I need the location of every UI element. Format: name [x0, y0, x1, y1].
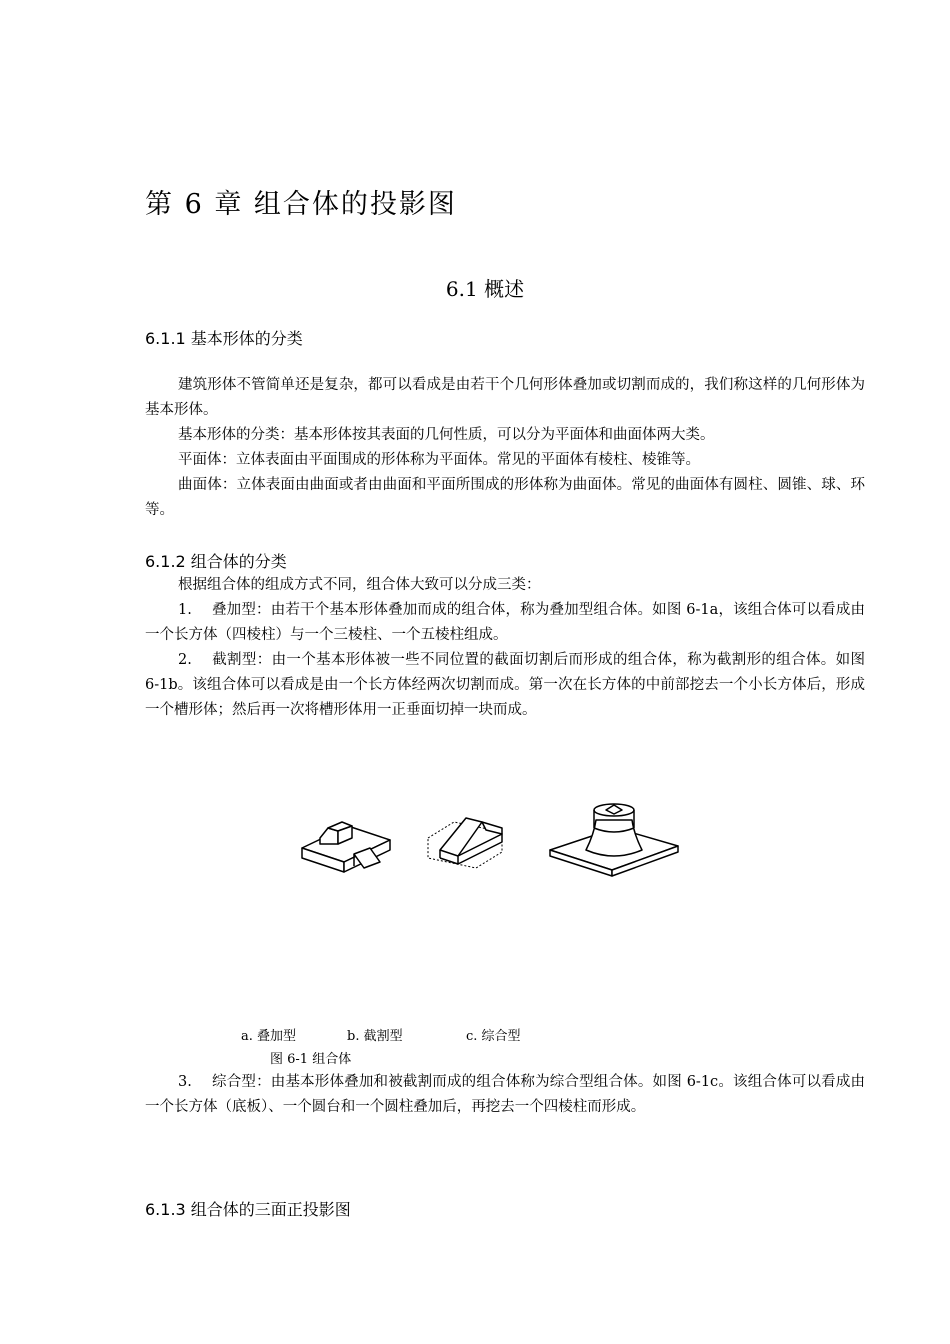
list-number: 3. — [178, 1074, 192, 1090]
paragraph-curved-solids: 曲面体：立体表面由曲面或者由曲面和平面所围成的形体称为曲面体。常见的曲面体有圆柱、圆锥、球、环等。 — [145, 477, 865, 518]
list-text: 截割型：由一个基本形体被一些不同位置的截面切割后而形成的组合体，称为截割形的组合体。如图 6-1b。该组合体可以看成是由一个长方体经两次切割而成。第一次在长方体的中前部挖去一个小长方体后，形成一个槽形体；然后再一次将槽形体用一正垂面切掉一块而成。 — [145, 652, 865, 718]
figure-label-c: c. 综合型 — [466, 1029, 521, 1044]
list-item-combined — [145, 1070, 865, 1120]
figure-label-a: a. 叠加型 — [241, 1029, 297, 1044]
paragraph-basic-forms: 建筑形体不管简单还是复杂，都可以看成是由若干个几何形体叠加或切割而成的，我们称这样的几何形体为基本形体。 — [145, 377, 865, 418]
figure-caption: 图 6-1 组合体 — [270, 1052, 352, 1067]
figure-label-b: b. 截割型 — [347, 1029, 403, 1044]
stacked-solid-figure — [302, 822, 390, 872]
list-item-cut — [145, 648, 865, 723]
paragraph-three-types: 根据组合体的组成方式不同，组合体大致可以分成三类： — [178, 577, 541, 593]
paragraph-classification: 基本形体的分类：基本形体按其表面的几何性质，可以分为平面体和曲面体两大类。 — [178, 427, 715, 443]
cut-solid-figure — [428, 818, 502, 868]
list-text: 综合型：由基本形体叠加和被截割而成的组合体称为综合型组合体。如图 6-1c。该组合体可以看成由一个长方体（底板）、一个圆台和一个圆柱叠加后，再挖去一个四棱柱而形成。 — [145, 1074, 865, 1115]
list-number: 1. — [178, 602, 192, 618]
paragraph-planar-solids: 平面体：立体表面由平面围成的形体称为平面体。常见的平面体有棱柱、棱锥等。 — [178, 452, 700, 468]
list-item-stacked — [145, 598, 865, 648]
combined-solid-figure — [550, 804, 678, 876]
figure-6-1-drawing — [290, 800, 690, 890]
list-text: 叠加型：由若干个基本形体叠加而成的组合体，称为叠加型组合体。如图 6-1a，该组合体可以看成由一个长方体（四棱柱）与一个三棱柱、一个五棱柱组成。 — [145, 602, 865, 643]
subsection-title-6-1-3: 6.1.3 组合体的三面正投影图 — [145, 1200, 351, 1219]
section-title: 6.1 概述 — [445, 277, 525, 301]
list-number: 2. — [178, 652, 192, 668]
subsection-title-6-1-2: 6.1.2 组合体的分类 — [145, 552, 287, 571]
chapter-title: 第 6 章 组合体的投影图 — [145, 189, 457, 220]
subsection-title-6-1-1: 6.1.1 基本形体的分类 — [145, 329, 303, 348]
